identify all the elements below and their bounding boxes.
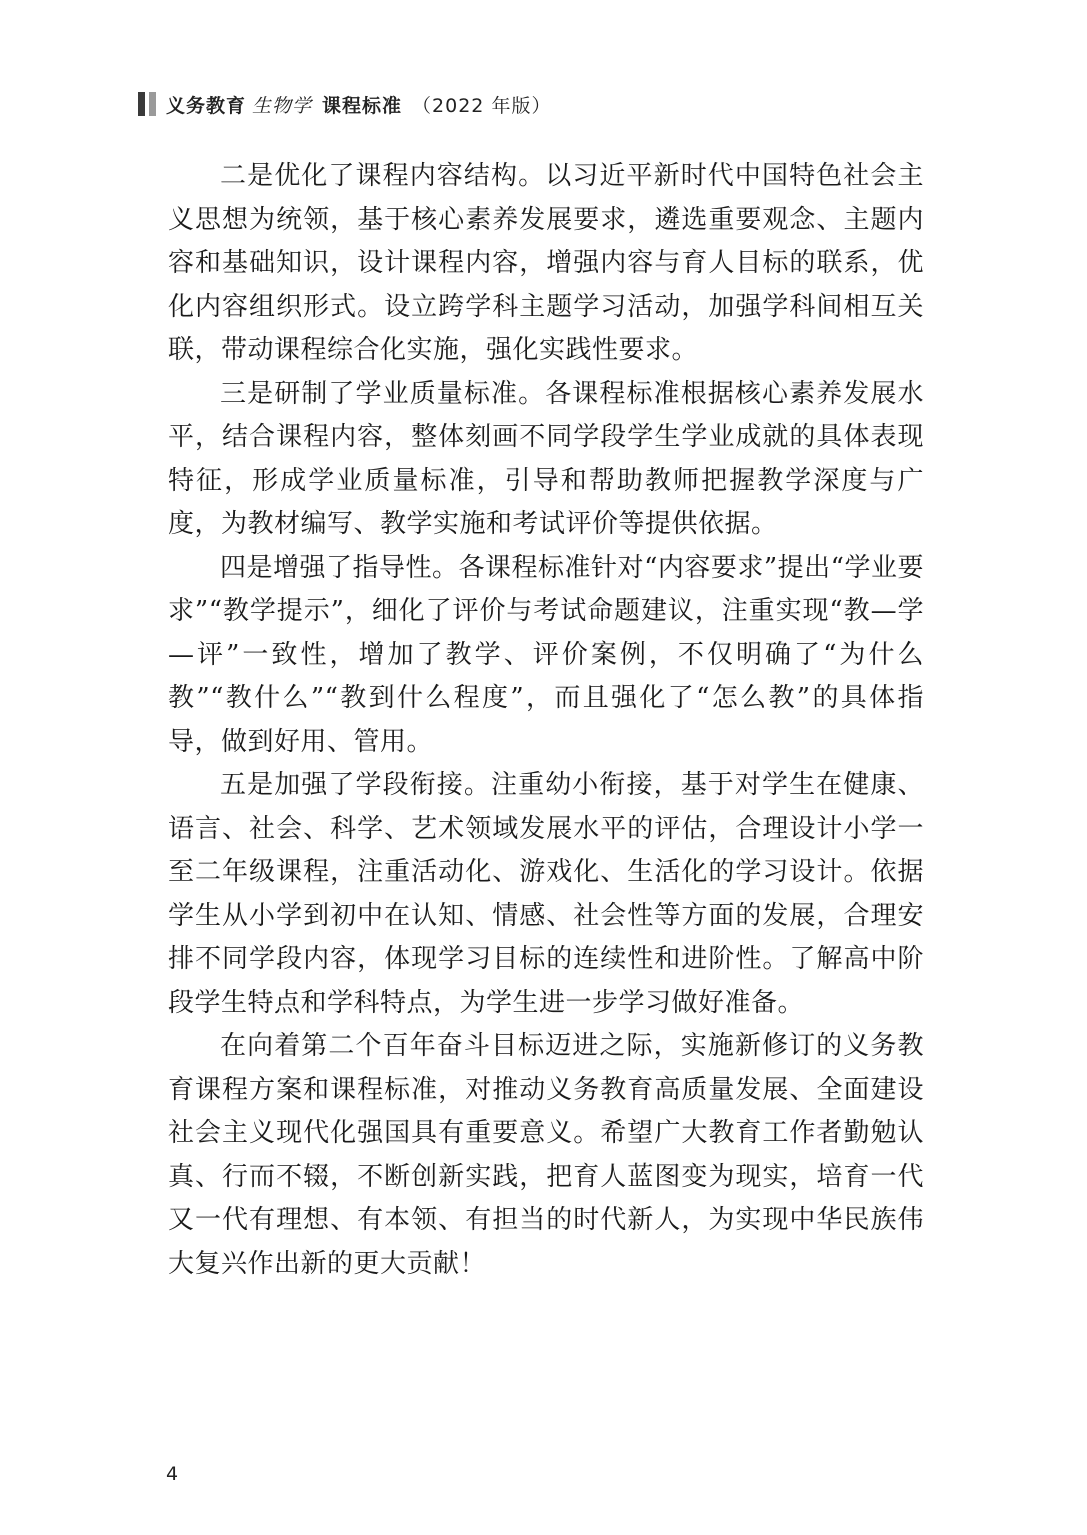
paragraph: 二是优化了课程内容结构。以习近平新时代中国特色社会主义思想为统领，基于核心素养发展要求，遴选重要观念、主题内容和基础知识，设计课程内容，增强内容与育人目标的联系，优化内容组织形式。设立跨学科主题学习活动，加强学科间相互关联，带动课程综合化实施，强化实践性要求。 xyxy=(168,161,924,365)
paragraph: 在向着第二个百年奋斗目标迈进之际，实施新修订的义务教育课程方案和课程标准，对推动义务教育高质量发展、全面建设社会主义现代化强国具有重要意义。希望广大教育工作者勤勉认真、行而不辍，不断创新实践，把育人蓝图变为现实，培育一代又一代有理想、有本领、有担当的时代新人，为实现中华民族伟大复兴作出新的更大贡献！ xyxy=(168,1031,924,1279)
paragraph: 四是增强了指导性。各课程标准针对“内容要求”提出“学业要求”“教学提示”，细化了评价与考试命题建议，注重实现“教—学—评”一致性，增加了教学、评价案例，不仅明确了“为什么教”“教什么”“教到什么程度”，而且强化了“怎么教”的具体指导，做到好用、管用。 xyxy=(168,552,924,757)
body-text xyxy=(168,155,924,1286)
book-title-subject: 生物学 xyxy=(252,94,313,117)
header-bar-dark xyxy=(138,92,145,116)
paragraph: 三是研制了学业质量标准。各课程标准根据核心素养发展水平，结合课程内容，整体刻画不同学段学生学业成就的具体表现特征，形成学业质量标准，引导和帮助教师把握教学深度与广度，为教材编写、教学实施和考试评价等提供依据。 xyxy=(168,378,924,539)
book-title xyxy=(166,91,551,118)
running-header xyxy=(138,86,551,122)
header-bar-light xyxy=(149,92,156,116)
book-title-prefix: 义务教育 xyxy=(166,94,247,117)
book-title-edition: （2022 年版） xyxy=(412,94,552,117)
header-bars-decoration xyxy=(138,92,156,116)
paragraph: 五是加强了学段衔接。注重幼小衔接，基于对学生在健康、语言、社会、科学、艺术领域发展水平的评估，合理设计小学一至二年级课程，注重活动化、游戏化、生活化的学习设计。依据学生从小学到初中在认知、情感、社会性等方面的发展，合理安排不同学段内容，体现学习目标的连续性和进阶性。了解高中阶段学生特点和学科特点，为学生进一步学习做好准备。 xyxy=(168,770,924,1018)
book-title-main: 课程标准 xyxy=(322,94,403,117)
page-number: 4 xyxy=(166,1463,179,1485)
